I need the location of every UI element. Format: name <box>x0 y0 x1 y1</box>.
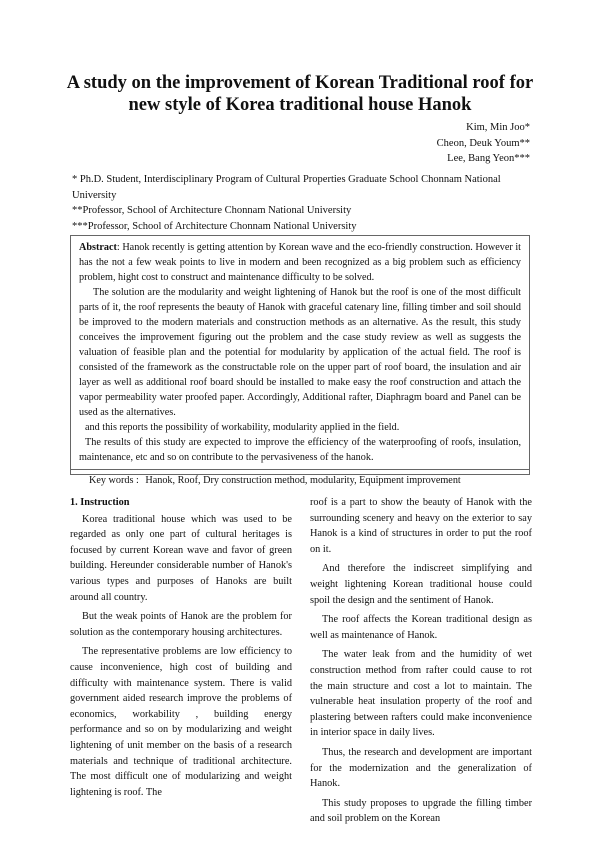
author-1: Kim, Min Joo* <box>466 122 530 133</box>
paper-title <box>60 72 540 116</box>
body-paragraph: And therefore the indiscreet simplifying and weight lightening Korean traditional house could spoil the design and the sentiment of Hanok. <box>310 563 532 606</box>
abstract-paragraph-3: and this reports the possibility of workability, modularity applied in the field. <box>85 422 400 433</box>
abstract-label: Abstract <box>79 242 117 253</box>
body-paragraph: Thus, the research and development are important for the modernization and the generalization of Hanok. <box>310 746 532 790</box>
body-paragraph: But the weak points of Hanok are the problem for solution as the contemporary housing architectures. <box>70 611 292 638</box>
affiliation-2: **Professor, School of Architecture Chonnam National University <box>72 205 352 216</box>
abstract-text-1: : Hanok recently is getting attention by Korean wave and the eco-friendly construction. However it has the not a few weak points to live in modern and been recognized as a big problem such as efficiency problem, hight cost to construct and maintenance difficulty to be solved. <box>79 242 521 283</box>
body-paragraph: The representative problems are low efficiency to cause inconvenience, high cost of building and difficulty with maintenance system. There is valid government aided research improve the problems of economics, workability , building energy performance and so on by modularizing and weight lightening of unit member on the basis of a research materials and technique of traditional architecture. The most difficult one of modularizing and weight lightening is roof. The <box>70 646 292 798</box>
body-paragraph: Korea traditional house which was used to be regarded as only one part of cultural heritages is focused by current Korean wave and favor of green building. Hereunder considerable number of Hanok's various types and purposes of Hanoks are built around all country. <box>70 513 292 603</box>
abstract-paragraph-1 <box>79 240 521 285</box>
keywords-label: Key words : <box>89 475 139 486</box>
body-column-right <box>310 495 532 831</box>
keywords-text: Hanok, Roof, Dry construction method, modularity, Equipment improvement <box>145 475 461 486</box>
author-2: Cheon, Deuk Youm** <box>436 137 530 149</box>
abstract-paragraph-4: The results of this study are expected to improve the efficiency of the waterproofing of roofs, insulation, maintenance, etc and so on contribute to the pervasiveness of the hanok. <box>79 437 521 463</box>
affiliation-list <box>72 172 532 234</box>
body-paragraph: roof is a part to show the beauty of Hanok with the surrounding scenery and heavy on the exterior to say Hanok is a kind of structures in order to put the roof on it. <box>310 497 532 555</box>
title-line-1: A study on the improvement of Korean Traditional roof for <box>66 73 534 93</box>
body-paragraph: The water leak from and the humidity of wet construction method from rafter could cause to rot the main structure and cost a lot to maintain. The vulnerable heat insulation property of the roof and plastering between rafters could make inconvenience in interior space in daily lives. <box>310 649 532 739</box>
affiliation-1: * Ph.D. Student, Interdisciplinary Program of Cultural Properties Graduate School Chonnam National University <box>72 174 501 201</box>
body-column-left <box>70 495 292 804</box>
affiliation-3: ***Professor, School of Architecture Chonnam National University <box>72 220 357 232</box>
abstract-paragraph-2: The solution are the modularity and weight lightening of Hanok but the roof is one of the most difficult parts of it, the roof represents the beauty of Hanok with graceful catenary line, filling timber and soil should be improved to the modern materials and construction methods as an alternative. As the result, this study conceives the improvement figuring out the problem and the case study review as well as suggests the valuation of feasible plan and the potential for modularity by application of the actual field. The roof is consisted of the framework as the constructable role on the upper part of roof board, the insulation and air layer as well as additional roof board should be installed to make easy the roof construction and attach the vapor permeability water proofed paper. Accordingly, Additional rafter, Diaphragm board and Panel can be used as the alternatives. <box>79 287 521 418</box>
author-list <box>437 120 530 167</box>
abstract-box <box>70 235 530 486</box>
section-heading: 1. Instruction <box>70 497 130 508</box>
author-3: Lee, Bang Yeon*** <box>447 153 530 164</box>
keywords-row <box>71 469 529 491</box>
body-paragraph: This study proposes to upgrade the filling timber and soil problem on the Korean <box>310 797 532 825</box>
body-paragraph: The roof affects the Korean traditional design as well as maintenance of Hanok. <box>310 614 532 641</box>
title-line-2: new style of Korea traditional house Hanok <box>128 95 472 115</box>
